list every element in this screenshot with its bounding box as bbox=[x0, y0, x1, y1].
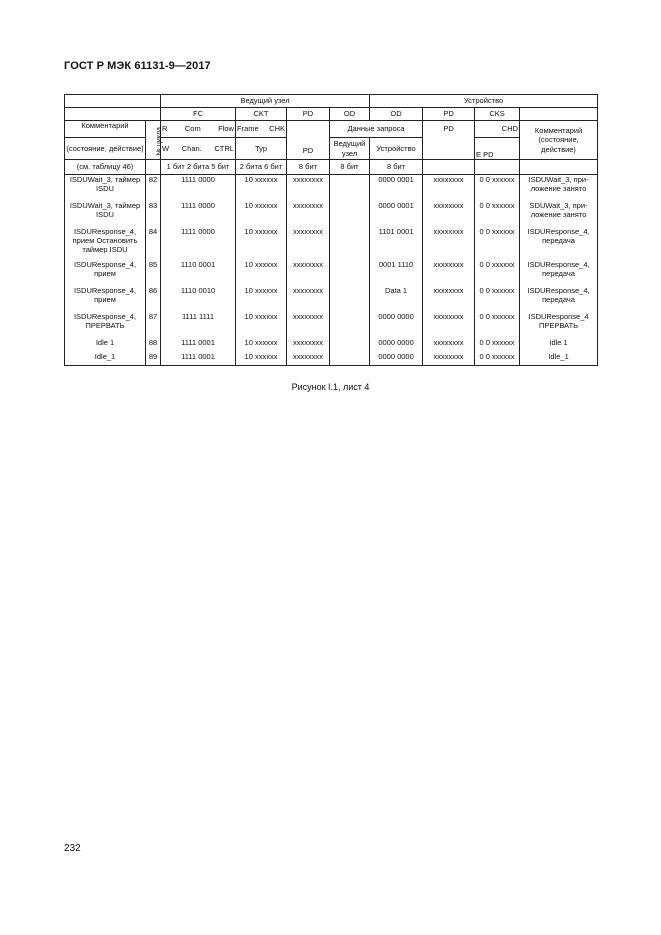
header-row-sub-2 bbox=[65, 138, 598, 160]
row-comment-device: ISDUWait_3, при-ложение занято bbox=[520, 175, 598, 201]
row-pd-device: xxxxxxxx bbox=[423, 338, 475, 352]
epd-label: E PD bbox=[475, 138, 520, 160]
row-cycle: 88 bbox=[146, 338, 161, 352]
row-od bbox=[330, 312, 370, 338]
fc-bits: 1 бит 2 бита 5 бит bbox=[161, 160, 236, 175]
od-header: OD bbox=[330, 108, 370, 121]
row-comment: ISDUResponse_4, прием bbox=[65, 260, 146, 286]
row-fc: 1110 0010 bbox=[161, 286, 236, 312]
row-od bbox=[330, 227, 370, 260]
row-ckt: 10 xxxxxx bbox=[236, 312, 287, 338]
row-cycle: 89 bbox=[146, 352, 161, 366]
device-group-header: Устройство bbox=[370, 95, 598, 108]
row-od bbox=[330, 338, 370, 352]
master-group-header: Ведущий узел bbox=[161, 95, 370, 108]
row-comment: ISDUWait_3, таймер ISDU bbox=[65, 201, 146, 227]
blank-cell bbox=[520, 160, 598, 175]
row-comment-device: ISDUResponse_4, передача bbox=[520, 286, 598, 312]
row-cycle: 86 bbox=[146, 286, 161, 312]
od-bits: 8 бит bbox=[330, 160, 370, 175]
protocol-sequence-table bbox=[64, 94, 598, 366]
row-pd-device: xxxxxxxx bbox=[423, 352, 475, 366]
row-od-device: 1101 0001 bbox=[370, 227, 423, 260]
chan-label: Chan. bbox=[181, 143, 202, 153]
comment-right-header: Комментарий (состояние, действие) bbox=[520, 121, 598, 160]
pd-device-header: PD bbox=[423, 108, 475, 121]
ckt-sub-top bbox=[236, 121, 287, 138]
row-pd: xxxxxxxx bbox=[287, 352, 330, 366]
row-od-device: 0000 0001 bbox=[370, 201, 423, 227]
row-fc: 1110 0001 bbox=[161, 260, 236, 286]
r-label: R bbox=[162, 124, 168, 134]
table-row bbox=[65, 175, 598, 201]
blank-cell bbox=[65, 108, 146, 121]
od-device-header: OD bbox=[370, 108, 423, 121]
table-row bbox=[65, 260, 598, 286]
header-row-groups bbox=[65, 95, 598, 108]
ckt-bits: 2 бита 6 бит bbox=[236, 160, 287, 175]
table-row bbox=[65, 227, 598, 260]
row-pd: xxxxxxxx bbox=[287, 260, 330, 286]
corner-cell-2 bbox=[146, 95, 161, 108]
row-comment-device: ISDUResponse_4 ПРЕРВАТЬ bbox=[520, 312, 598, 338]
cks-header: CKS bbox=[475, 108, 520, 121]
row-od-device: 0000 0001 bbox=[370, 175, 423, 201]
row-comment-device: SDUWait_3, при-ложение занято bbox=[520, 201, 598, 227]
row-fc: 1111 0000 bbox=[161, 175, 236, 201]
row-ckt: 10 xxxxxx bbox=[236, 286, 287, 312]
header-row-sub-1 bbox=[65, 121, 598, 138]
table-row bbox=[65, 338, 598, 352]
com-label: Com bbox=[184, 124, 201, 134]
comment-left-header: Комментарий bbox=[65, 121, 146, 138]
row-comment-device: Idle 1 bbox=[520, 338, 598, 352]
row-cycle: 87 bbox=[146, 312, 161, 338]
row-cycle: 85 bbox=[146, 260, 161, 286]
row-pd-device: xxxxxxxx bbox=[423, 175, 475, 201]
row-fc: 1111 1111 bbox=[161, 312, 236, 338]
row-cks: 0 0 xxxxxx bbox=[475, 227, 520, 260]
row-cks: 0 0 xxxxxx bbox=[475, 175, 520, 201]
chd-label: CHD bbox=[475, 121, 520, 138]
row-od bbox=[330, 260, 370, 286]
document-header: ГОСТ Р МЭК 61131-9—2017 bbox=[64, 60, 211, 72]
master-node-label: Ведущий узел bbox=[330, 138, 370, 160]
chk-label: CHK bbox=[269, 124, 285, 134]
row-ckt: 10 xxxxxx bbox=[236, 175, 287, 201]
pd-sub-header: PD bbox=[287, 121, 330, 160]
row-pd: xxxxxxxx bbox=[287, 286, 330, 312]
cycle-number-header bbox=[146, 121, 161, 160]
frame-label: Frame bbox=[237, 124, 259, 134]
row-comment-device: Idle_1 bbox=[520, 352, 598, 366]
see-table-label: (см. таблицу 46) bbox=[65, 160, 146, 175]
row-comment-device: ISDUResponse_4, передача bbox=[520, 227, 598, 260]
data-request-header: Данные запроса bbox=[330, 121, 423, 138]
row-ckt: 10 xxxxxx bbox=[236, 260, 287, 286]
table-row bbox=[65, 312, 598, 338]
row-cycle: 84 bbox=[146, 227, 161, 260]
figure-caption: Рисунок I.1, лист 4 bbox=[291, 382, 370, 392]
row-od-device: 0001 1110 bbox=[370, 260, 423, 286]
row-comment: ISDUWait_3, таймер ISDU bbox=[65, 175, 146, 201]
row-ckt: 10 xxxxxx bbox=[236, 201, 287, 227]
row-pd-device: xxxxxxxx bbox=[423, 227, 475, 260]
row-pd: xxxxxxxx bbox=[287, 175, 330, 201]
row-pd-device: xxxxxxxx bbox=[423, 286, 475, 312]
row-comment: Idle_1 bbox=[65, 352, 146, 366]
blank-cell bbox=[475, 160, 520, 175]
pd-header: PD bbox=[287, 108, 330, 121]
row-pd: xxxxxxxx bbox=[287, 312, 330, 338]
row-pd: xxxxxxxx bbox=[287, 338, 330, 352]
row-cks: 0 0 xxxxxx bbox=[475, 338, 520, 352]
row-comment: ISDUResponse_4, ПРЕРВАТЬ bbox=[65, 312, 146, 338]
row-cks: 0 0 xxxxxx bbox=[475, 352, 520, 366]
row-od-device: 0000 0000 bbox=[370, 352, 423, 366]
cycle-number-label: № цикла bbox=[155, 126, 163, 156]
header-row-bits bbox=[65, 160, 598, 175]
device-bits: 8 бит bbox=[370, 160, 423, 175]
blank-cell bbox=[423, 160, 475, 175]
row-ckt: 10 xxxxxx bbox=[236, 338, 287, 352]
blank-cell bbox=[146, 108, 161, 121]
pd-device-sub-header: PD bbox=[423, 121, 475, 160]
ctrl-label: CTRL bbox=[214, 143, 234, 153]
row-od-device: Data 1 bbox=[370, 286, 423, 312]
row-comment: Idle 1 bbox=[65, 338, 146, 352]
corner-cell bbox=[65, 95, 146, 108]
w-label: W bbox=[162, 143, 170, 153]
row-od bbox=[330, 175, 370, 201]
row-od bbox=[330, 352, 370, 366]
typ-label: Typ bbox=[236, 138, 287, 160]
row-cycle: 82 bbox=[146, 175, 161, 201]
row-pd-device: xxxxxxxx bbox=[423, 312, 475, 338]
row-od bbox=[330, 201, 370, 227]
row-fc: 1111 0001 bbox=[161, 338, 236, 352]
row-pd: xxxxxxxx bbox=[287, 227, 330, 260]
ckt-header: CKT bbox=[236, 108, 287, 121]
row-od bbox=[330, 286, 370, 312]
device-label: Устройство bbox=[370, 138, 423, 160]
row-cks: 0 0 xxxxxx bbox=[475, 312, 520, 338]
page-number: 232 bbox=[64, 843, 81, 854]
pd-bits: 8 бит bbox=[287, 160, 330, 175]
row-fc: 1111 0001 bbox=[161, 352, 236, 366]
fc-header: FC bbox=[161, 108, 236, 121]
fc-sub-top bbox=[161, 121, 236, 138]
blank-cell bbox=[520, 108, 598, 121]
row-cks: 0 0 xxxxxx bbox=[475, 260, 520, 286]
row-fc: 1111 0000 bbox=[161, 227, 236, 260]
row-pd-device: xxxxxxxx bbox=[423, 260, 475, 286]
fc-sub-bottom bbox=[161, 138, 236, 160]
row-od-device: 0000 0000 bbox=[370, 312, 423, 338]
row-ckt: 10 xxxxxx bbox=[236, 227, 287, 260]
row-cycle: 83 bbox=[146, 201, 161, 227]
row-cks: 0 0 xxxxxx bbox=[475, 201, 520, 227]
row-ckt: 10 xxxxxx bbox=[236, 352, 287, 366]
comment-left-detail: (состояние, действие) bbox=[65, 138, 146, 160]
table-row bbox=[65, 201, 598, 227]
flow-label: Flow bbox=[218, 124, 234, 134]
header-row-columns bbox=[65, 108, 598, 121]
row-comment-device: ISDUResponse_4, передача bbox=[520, 260, 598, 286]
row-pd: xxxxxxxx bbox=[287, 201, 330, 227]
row-od-device: 0000 0000 bbox=[370, 338, 423, 352]
table-row bbox=[65, 352, 598, 366]
row-fc: 1111 0000 bbox=[161, 201, 236, 227]
table-row bbox=[65, 286, 598, 312]
blank-cell bbox=[146, 160, 161, 175]
row-comment: ISDUResponse_4, прием bbox=[65, 286, 146, 312]
row-pd-device: xxxxxxxx bbox=[423, 201, 475, 227]
row-cks: 0 0 xxxxxx bbox=[475, 286, 520, 312]
row-comment: ISDUResponse_4, прием Остановить таймер ISDU bbox=[65, 227, 146, 260]
